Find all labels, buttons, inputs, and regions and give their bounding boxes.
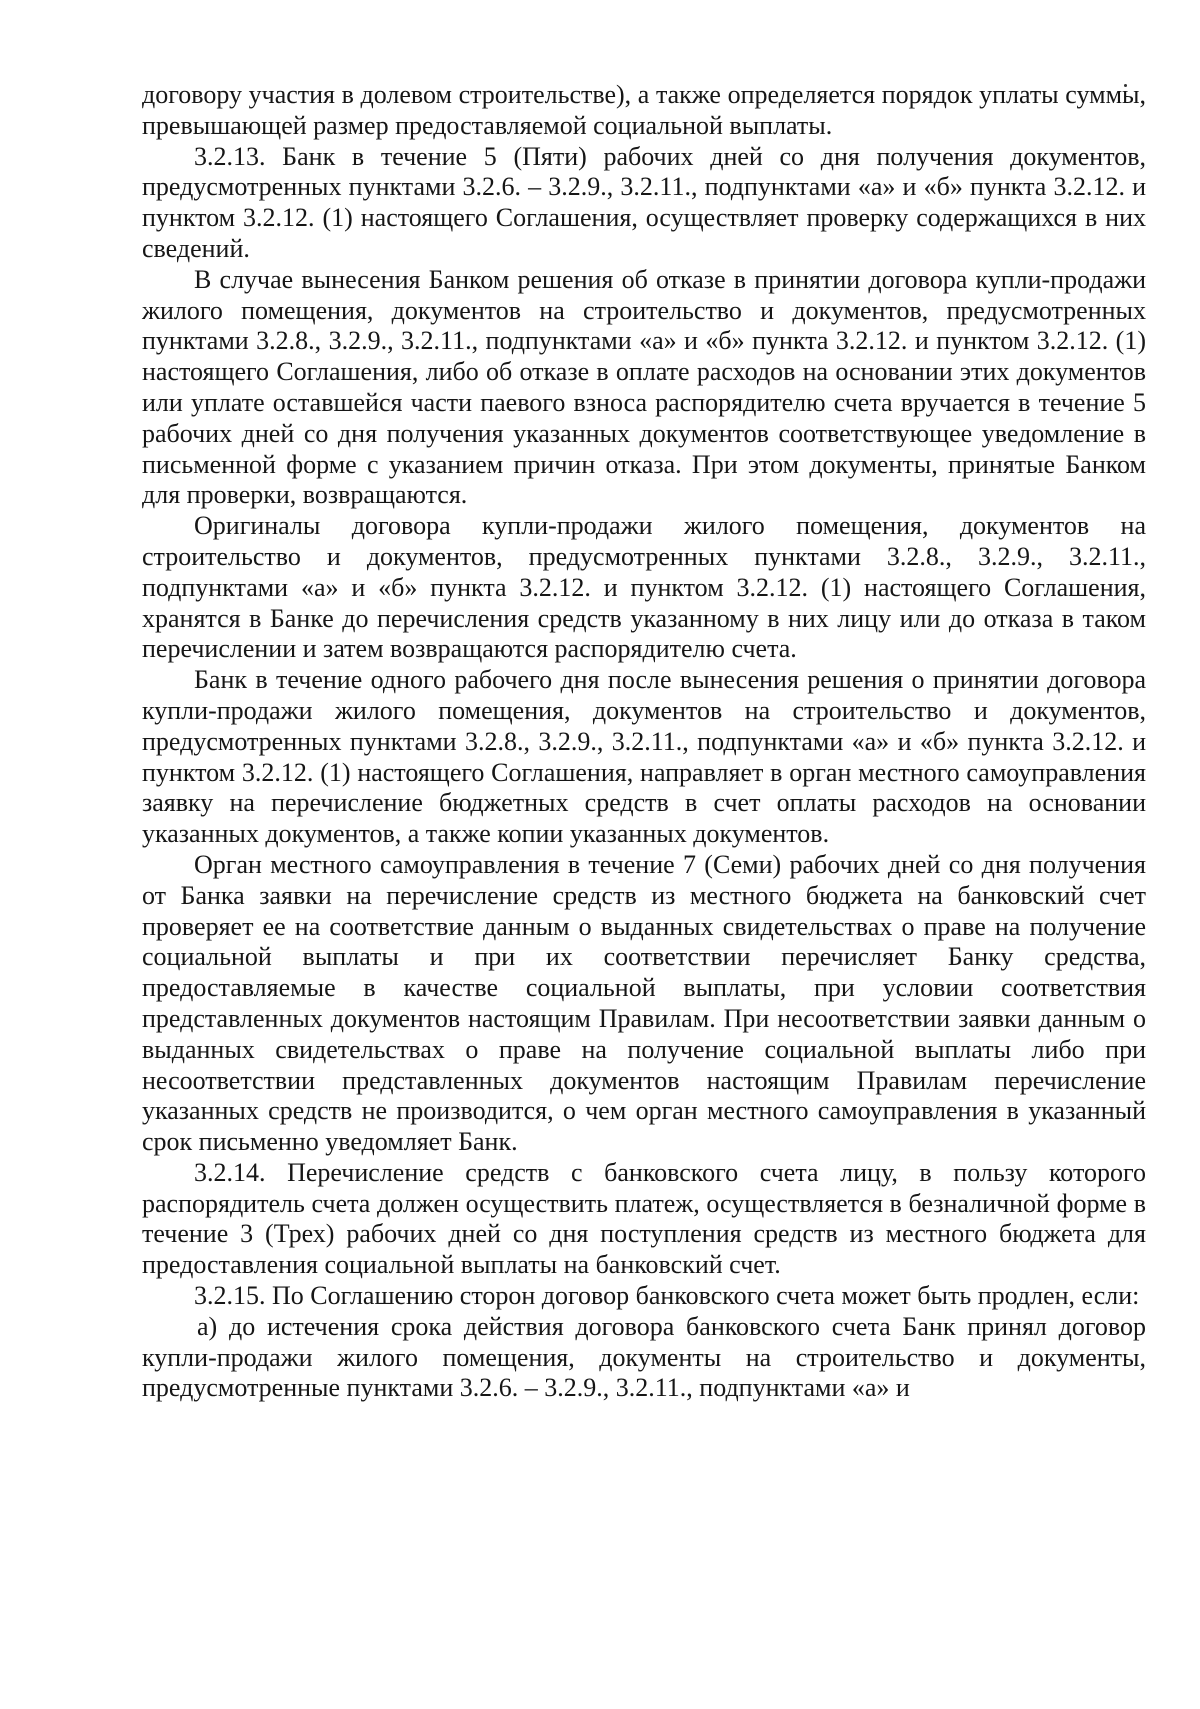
- paragraph-originals: Оригиналы договора купли-продажи жилого помещения, документов на строительство и документов, предусмотренных пунктами 3.2.8., 3.2.9., 3.2.11., подпунктами «а» и «б» пункта 3.2.12. и пунктом 3.2.12. (1) настоящего Соглашения, хранятся в Банке до перечисления средств указанному в них лицу или до отказа в таком перечислении и затем возвращаются распорядителю счета.: [142, 511, 1146, 664]
- paragraph-3-2-15: 3.2.15. По Соглашению сторон договор банковского счета может быть продлен, если:: [194, 1281, 1140, 1311]
- document-page: [142, 80, 1146, 1404]
- paragraph-refusal: В случае вынесения Банком решения об отказе в принятии договора купли-продажи жилого помещения, документов на строительство и документов, предусмотренных пунктами 3.2.8., 3.2.9., 3.2.11., подпунктами «а» и «б» пункта 3.2.12. и пунктом 3.2.12. (1) настоящего Соглашения, либо об отказе в оплате расходов на основании этих документов или уплате оставшейся части паевого взноса распорядителю счета вручается в течение 5 рабочих дней со дня получения указанных документов соответствующее уведомление в письменной форме с указанием причин отказа. При этом документы, принятые Банком для проверки, возвращаются.: [142, 264, 1146, 510]
- paragraph-3-2-14: 3.2.14. Перечисление средств с банковского счета лицу, в пользу которого распорядитель счета должен осуществить платеж, осуществляется в безналичной форме в течение 3 (Трех) рабочих дней со дня поступления средств из местного бюджета для предоставления социальной выплаты на банковский счет.: [142, 1157, 1146, 1280]
- paragraph-local-authority: Орган местного самоуправления в течение 7 (Семи) рабочих дней со дня получения от Банка заявки на перечисление средств из местного бюджета на банковский счет проверяет ее на соответствие данным о выданных свидетельствах о праве на получение социальной выплаты и при их соответствии перечисляет Банку средства, предоставляемые в качестве социальной выплаты, при условии соответствия представленных документов настоящим Правилам. При несоответствии заявки данным о выданных свидетельствах о праве на получение социальной выплаты либо при несоответствии представленных документов настоящим Правилам перечисление указанных средств не производится, о чем орган местного самоуправления в указанный срок письменно уведомляет Банк.: [142, 849, 1146, 1157]
- paragraph-3-2-13: 3.2.13. Банк в течение 5 (Пяти) рабочих дней со дня получения документов, предусмотренных пунктами 3.2.6. – 3.2.9., 3.2.11., подпунктами «а» и «б» пункта 3.2.12. и пунктом 3.2.12. (1) настоящего Соглашения, осуществляет проверку содержащихся в них сведений.: [142, 141, 1146, 263]
- paragraph-continuation: договору участия в долевом строительстве), а также определяется порядок уплаты суммы, превышающей размер предоставляемой социальной выплаты.: [142, 80, 1146, 140]
- paragraph-bank-request: Банк в течение одного рабочего дня после вынесения решения о принятии договора купли-продажи жилого помещения, документов на строительство и документов, предусмотренных пунктами 3.2.8., 3.2.9., 3.2.11., подпунктами «а» и «б» пункта 3.2.12. и пунктом 3.2.12. (1) настоящего Соглашения, направляет в орган местного самоуправления заявку на перечисление бюджетных средств в счет оплаты расходов на основании указанных документов, а также копии указанных документов.: [142, 665, 1146, 849]
- paragraph-subitem-a: а) до истечения срока действия договора банковского счета Банк принял договор купли-продажи жилого помещения, документы на строительство и документы, предусмотренные пунктами 3.2.6. – 3.2.9., 3.2.11., подпунктами «а» и: [142, 1311, 1146, 1403]
